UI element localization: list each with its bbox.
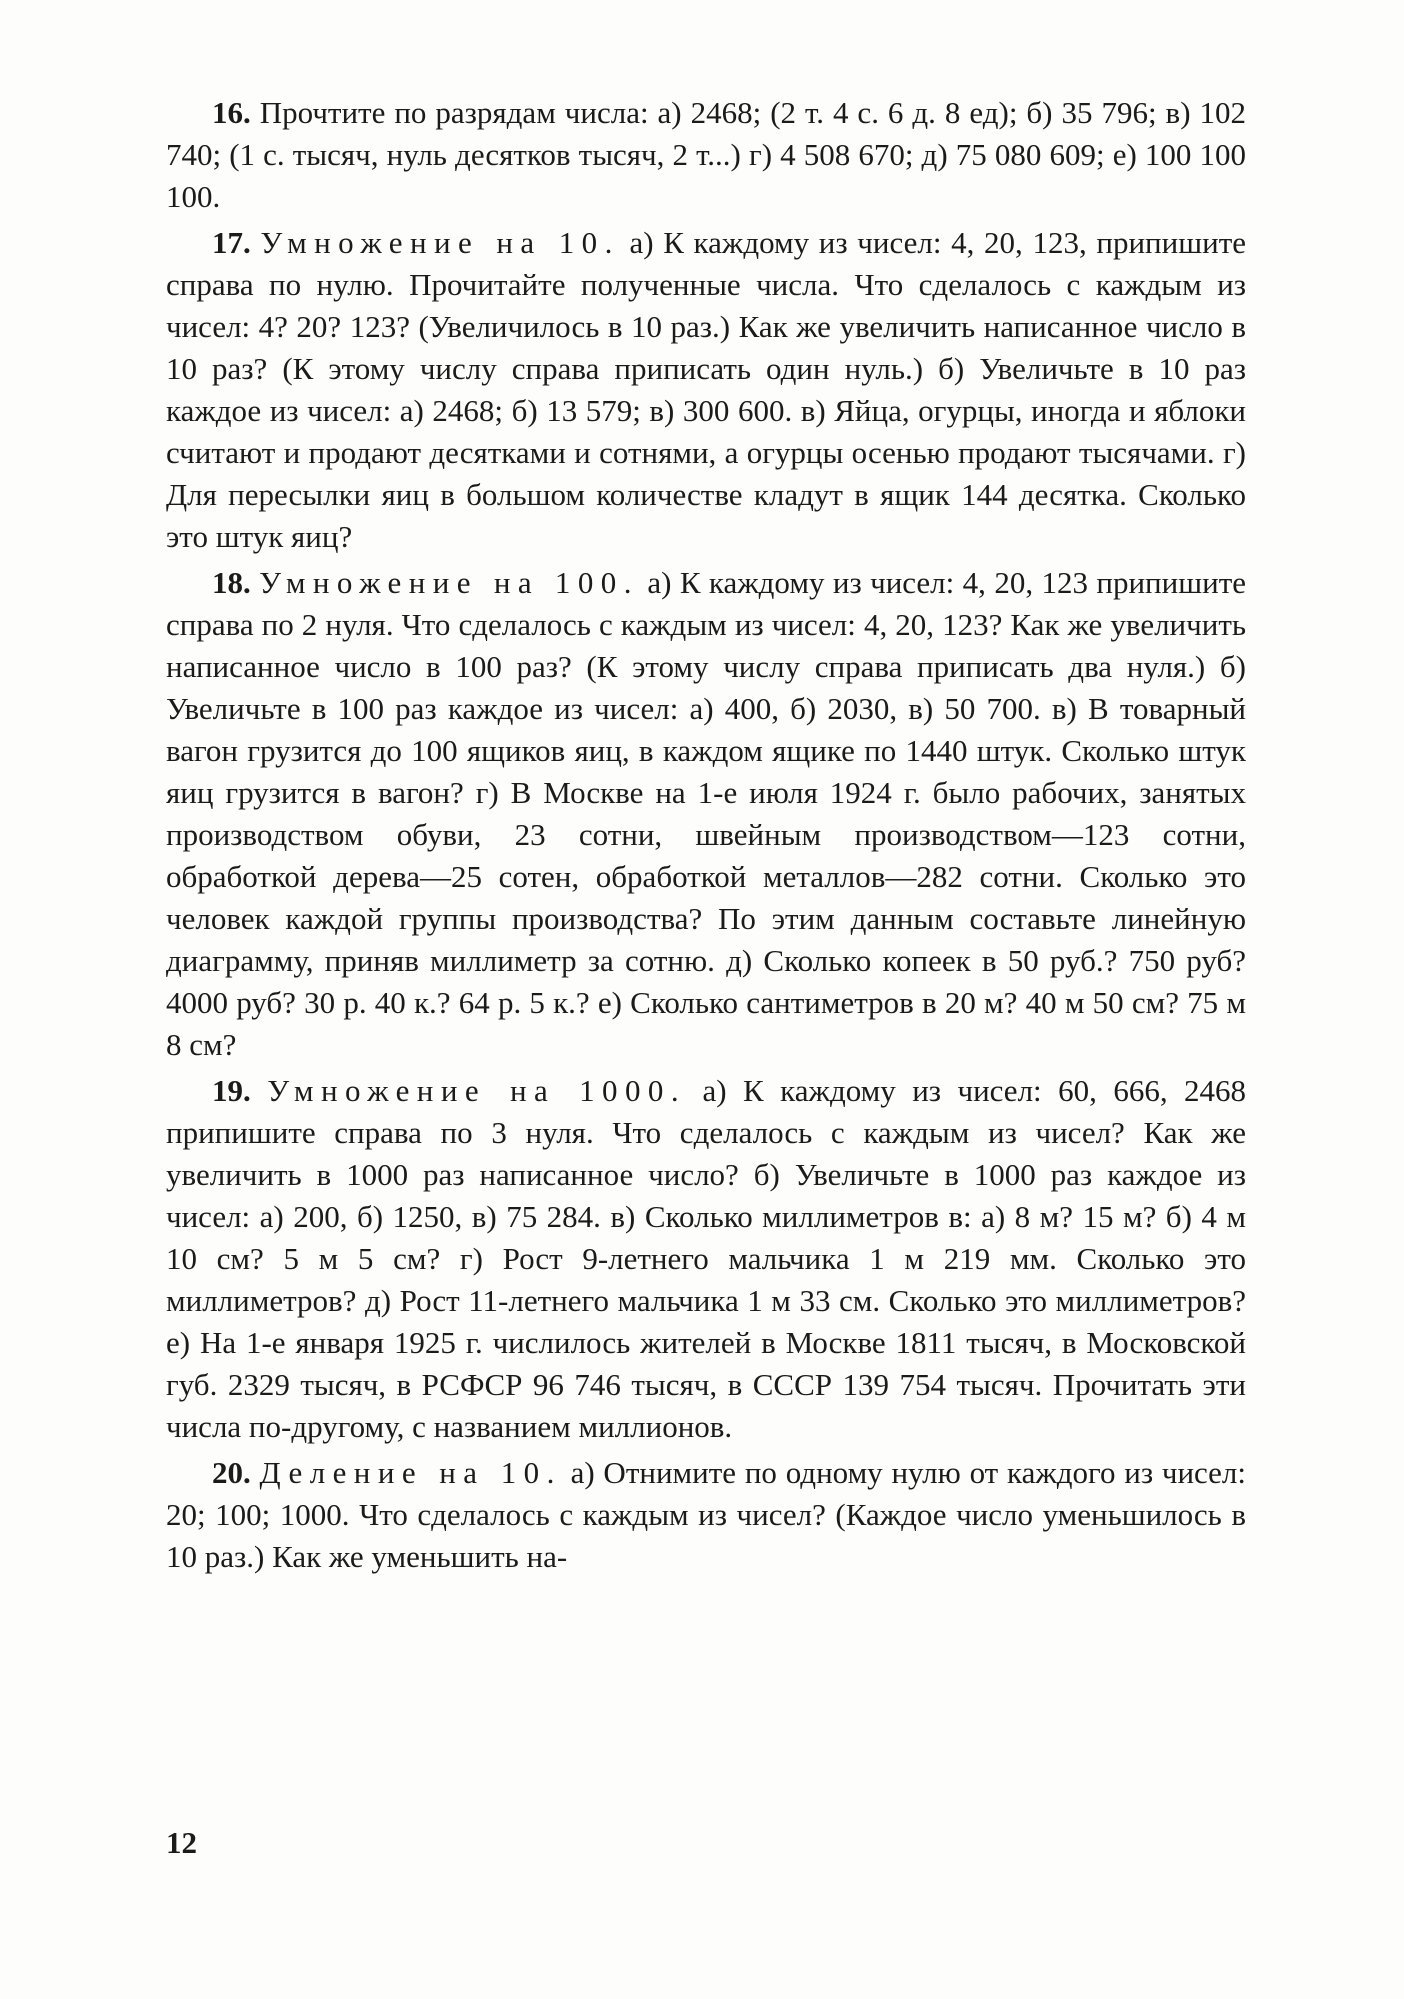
problem-number: 20. [212,1455,251,1490]
page-text [166,92,1246,1582]
problem-number: 16. [212,95,251,130]
problem-heading: Умножение на 100. [259,565,639,600]
problem-heading: Деление на 10. [259,1455,562,1490]
problem-text: а) Отнимите по одному нулю от каждого из чисел: 20; 100; 1000. Что сделалось с каждым из чисел? (Каждое число уменьшилось в 10 раз.) Как же уменьшить на- [166,1455,1247,1574]
problem-20 [166,1452,1246,1578]
problem-heading: Умножение на 10. [260,225,620,260]
problem-text: а) К каждому из чисел: 60, 666, 2468 припишите справа по 3 нуля. Что сделалось с каждым из чисел? Как же увеличить в 1000 раз написанное число? б) Увеличьте в 1000 раз каждое из чисел: а) 200, б) 1250, в) 75 284. в) Сколько миллиметров в: а) 8 м? 15 м? б) 4 м 10 см? 5 м 5 см? г) Рост 9-летнего мальчика 1 м 219 мм. Сколько это миллиметров? д) Рост 11-летнего мальчика 1 м 33 см. Сколько это миллиметров? е) На 1-е января 1925 г. числилось жителей в Москве 1811 тысяч, в Московской губ. 2329 тысяч, в РСФСР 96 746 тысяч, в СССР 139 754 тысяч. Прочитать эти числа по-другому, с названием миллионов. [166,1073,1247,1444]
page-number: 12 [166,1825,197,1860]
problem-number: 17. [212,225,251,260]
problem-19 [166,1070,1246,1448]
problem-number: 19. [212,1073,251,1108]
problem-text: а) К каждому из чисел: 4, 20, 123, припишите справа по нулю. Прочитайте полученные числа. Что сделалось с каждым из чисел: 4? 20? 123? (Увеличилось в 10 раз.) Как же увеличить написанное число в 10 раз? (К этому числу справа приписать один нуль.) б) Увеличьте в 10 раз каждое из чисел: а) 2468; б) 13 579; в) 300 600. в) Яйца, огурцы, иногда и яблоки считают и продают десятками и сотнями, а огурцы осенью продают тысячами. г) Для пересылки яиц в большом количестве кладут в ящик 144 десятка. Сколько это штук яиц? [166,225,1247,554]
problem-16 [166,92,1246,218]
problem-18 [166,562,1246,1066]
problem-text: а) К каждому из чисел: 4, 20, 123 припишите справа по 2 нуля. Что сделалось с каждым из чисел: 4, 20, 123? Как же увеличить написанное число в 100 раз? (К этому числу справа приписать два нуля.) б) Увеличьте в 100 раз каждое из чисел: а) 400, б) 2030, в) 50 700. в) В товарный вагон грузится до 100 ящиков яиц, в каждом ящике по 1440 штук. Сколько штук яиц грузится в вагон? г) В Москве на 1-е июля 1924 г. было рабочих, занятых производством обуви, 23 сотни, швейным производством—123 сотни, обработкой дерева—25 сотен, обработкой металлов—282 сотни. Сколько это человек каждой группы производства? По этим данным составьте линейную диаграмму, приняв миллиметр за сотню. д) Сколько копеек в 50 руб.? 750 руб? 4000 руб? 30 р. 40 к.? 64 р. 5 к.? е) Сколько сантиметров в 20 м? 40 м 50 см? 75 м 8 см? [166,565,1247,1062]
problem-text: Прочтите по разрядам числа: а) 2468; (2 т. 4 с. 6 д. 8 ед); б) 35 796; в) 102 740; (1 с. тысяч, нуль десятков тысяч, 2 т...) г) 4 508 670; д) 75 080 609; е) 100 100 100. [166,95,1246,214]
problem-number: 18. [212,565,251,600]
problem-17 [166,222,1246,558]
problem-heading: Умножение на 1000. [267,1073,687,1108]
